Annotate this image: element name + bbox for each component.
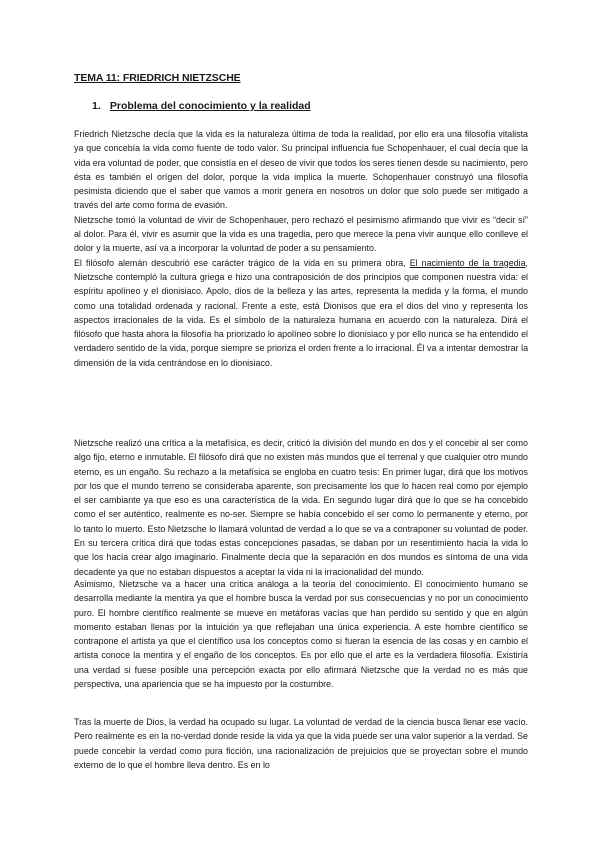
document-title: TEMA 11: FRIEDRICH NIETZSCHE xyxy=(74,72,241,84)
paragraph-5: Asimismo, Nietzsche va a hacer una crítica análoga a la teoría del conocimiento. El conocimiento humano se desarrolla mediante la mentira ya que el hombre busca la verdad por sus consecuencias y no por un conocimiento puro. El hombre científico realmente se mueve en metáforas vacías que han perdido su sentido y que en algún momento estaban llenas por la intuición ya que reflejaban una única experiencia. A este hombre científico se contrapone el artista ya que el científico usa los conceptos como si fueran la esencia de las cosas y en cambio el artista conoce la mentira y el engaño de los conceptos. Es por ello que el arte es la verdadera filosofía. Existiría una verdad si fuese posible una percepción exacta por ello afirmará Nietzsche que la verdad no es más que perspectiva, una apariencia que se ha impuesto por la costumbre. xyxy=(74,579,528,690)
paragraph-2: Nietzsche tomó la voluntad de vivir de Schopenhauer, pero rechazó el pesimismo afirmando que vivir es “decir sí” al dolor. Para él, vivir es asumir que la vida es una tragedia, pero que merece la pena vivir aunque ello conlleve el dolor y la muerte, así va a incorporar la voluntad de poder a su pensamiento. xyxy=(74,214,528,254)
section-heading xyxy=(92,100,311,112)
section-title: Problema del conocimiento y la realidad xyxy=(109,100,311,112)
paragraph-6: Tras la muerte de Dios, la verdad ha ocupado su lugar. La voluntad de verdad de la ciencia busca llenar ese vacío. Pero realmente es en la no-verdad donde reside la vida ya que la vida puede ser una valor superior a la verdad. Se puede concebir la verdad como pura ficción, una racionalización de prejuicios que se proyectan sobre el mundo externo de lo que el hombre lleva dentro. Es en lo xyxy=(74,717,528,770)
book-title: El nacimiento de la tragedia xyxy=(409,257,526,268)
paragraph-3-start: El filósofo alemán descubrió ese carácter trágico de la vida en su primera obra, xyxy=(74,257,410,268)
text-block-3 xyxy=(74,577,528,691)
paragraph-3 xyxy=(74,256,528,370)
paragraph-4: Nietzsche realizó una crítica a la metafísica, es decir, criticó la división del mundo en dos y el concebir al ser como algo fijo, eterno e inmutable. El filósofo dirá que no existen más mundos que el terrenal y que cualquier otro mundo eterno, es un engaño. Su rechazo a la metafísica se engloba en cuatro tesis: En primer lugar, dirá que los motivos por los que el mundo terreno se consideraba aparente, son precisamente los que lo hacen real como por ejemplo el ser cambiante ya que eso es una característica de la vida. En segundo lugar dirá que lo que se ha concebido como el ser auténtico, realmente es no-ser. Siempre se había concebido el ser como lo permanente y eterno, por lo tanto lo muerto. Esto Nietzsche lo llamará voluntad de verdad a lo que se va a contraponer su voluntad de poder. En su tercera crítica dirá que todas estas concepciones pasadas, se daban por un resentimiento hacia la vida lo que los hacía crear algo imaginario. Finalmente decía que la separación en dos mundos es síntoma de una vida decadente ya que no estaban dispuestos a aceptar la vida ni la irracionalidad del mundo. xyxy=(74,438,528,577)
paragraph-3-end: , Nietzsche contempló la cultura griega e hizo una contraposición de dos principios que componen nuestra vida: el espíritu apolíneo y el dionisiaco. Apolo, dios de la belleza y las artes, representa la medida y la forma, el mundo como una totalidad ordenada y racional. Frente a este, está Dionisos que era el dios del vino y representa los aspectos irracionales de la vida. Es el símbolo de la naturaleza humana en acuerdo con la naturaleza. Dirá el filósofo que hasta ahora la filosofía ha priorizado lo apolíneo sobre lo dionisiaco y por ello nunca se ha entendido el verdadero sentido de la vida, porque siempre se prioriza el orden frente a lo irracional. Él va a intentar demostrar la dimensión de la vida centrándose en lo dionisiaco. xyxy=(74,257,528,368)
section-number: 1. xyxy=(92,100,101,112)
text-block-4 xyxy=(74,715,528,772)
text-block-1 xyxy=(74,127,528,370)
paragraph-1: Friedrich Nietzsche decía que la vida es la naturaleza última de toda la realidad, por ello era una filosofía vitalista ya que concebía la vida como fuente de todo valor. Su principal influencia fue Schopenhauer, el cual decía que la vida era voluntad de poder, que consistía en el deseo de vivir que todos los seres tienen desde su nacimiento, pero ésta es también el orígen del dolor, porque la vida implica la muerte. Schopenhauer construyó una filosofía pesimista diciendo que el saber que vamos a morir genera en nosotros un dolor que solo puede ser mitigado a través del arte como forma de evasión. xyxy=(74,129,528,211)
text-block-2 xyxy=(74,436,528,579)
